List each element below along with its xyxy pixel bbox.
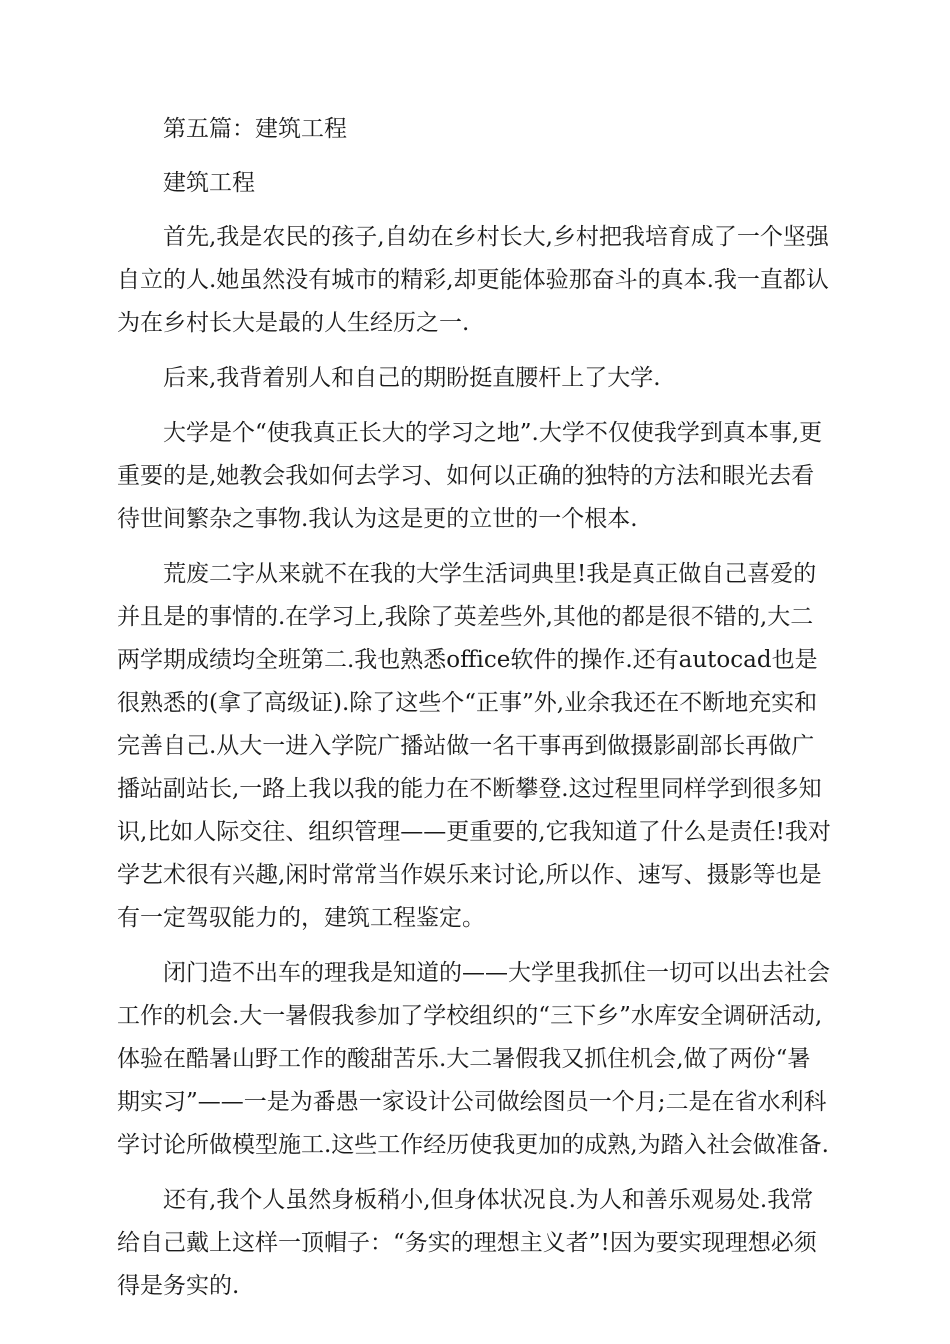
paragraph-3: 大学是个“使我真正长大的学习之地”.大学不仅使我学到真本事,更重要的是,她教会我如何去学习、如何以正确的独特的方法和眼光去看待世间繁杂之事物.我认为这是更的立世的一个根本. (117, 420, 823, 532)
document-body (117, 108, 833, 1320)
paragraph-6: 还有,我个人虽然身板稍小,但身体状况良.为人和善乐观易处.我常给自己戴上这样一顶帽子：“务实的理想主义者”!因为要实现理想必须得是务实的. (117, 1187, 817, 1299)
paragraph-5: 闭门造不出车的理我是知道的——大学里我抓住一切可以出去社会工作的机会.大一暑假我参加了学校组织的“三下乡”水库安全调研活动,体验在酷暑山野工作的酸甜苦乐.大二暑假我又抓住机会,做了两份“暑期实习”——一是为番愚一家设计公司做绘图员一个月;二是在省水利科学讨论所做模型施工.这些工作经历使我更加的成熟,为踏入社会做准备. (117, 960, 830, 1158)
section-heading: 第五篇：建筑工程 (163, 116, 347, 142)
document-title: 建筑工程 (163, 170, 255, 196)
paragraph-2: 后来,我背着别人和自己的期盼挺直腰杆上了大学. (163, 365, 661, 391)
paragraph-4: 荒废二字从来就不在我的大学生活词典里!我是真正做自己喜爱的并且是的事情的.在学习上,我除了英差些外,其他的都是很不错的,大二两学期成绩均全班第二.我也熟悉office软件的操作.还有autocad也是很熟悉的(拿了高级证).除了这些个“正事”外,业余我还在不断地充实和完善自己.从大一进入学院广播站做一名干事再到做摄影副部长再做广播站副站长,一路上我以我的能力在不断攀登.这过程里同样学到很多知识,比如人际交往、组织管理——更重要的,它我知道了什么是责任!我对学艺术很有兴趣,闲时常常当作娱乐来讨论,所以作、速写、摄影等也是有一定驾驭能力的，建筑工程鉴定。 (117, 561, 831, 931)
paragraph-1: 首先,我是农民的孩子,自幼在乡村长大,乡村把我培育成了一个坚强自立的人.她虽然没有城市的精彩,却更能体验那奋斗的真本.我一直都认为在乡村长大是最的人生经历之一. (117, 224, 829, 336)
